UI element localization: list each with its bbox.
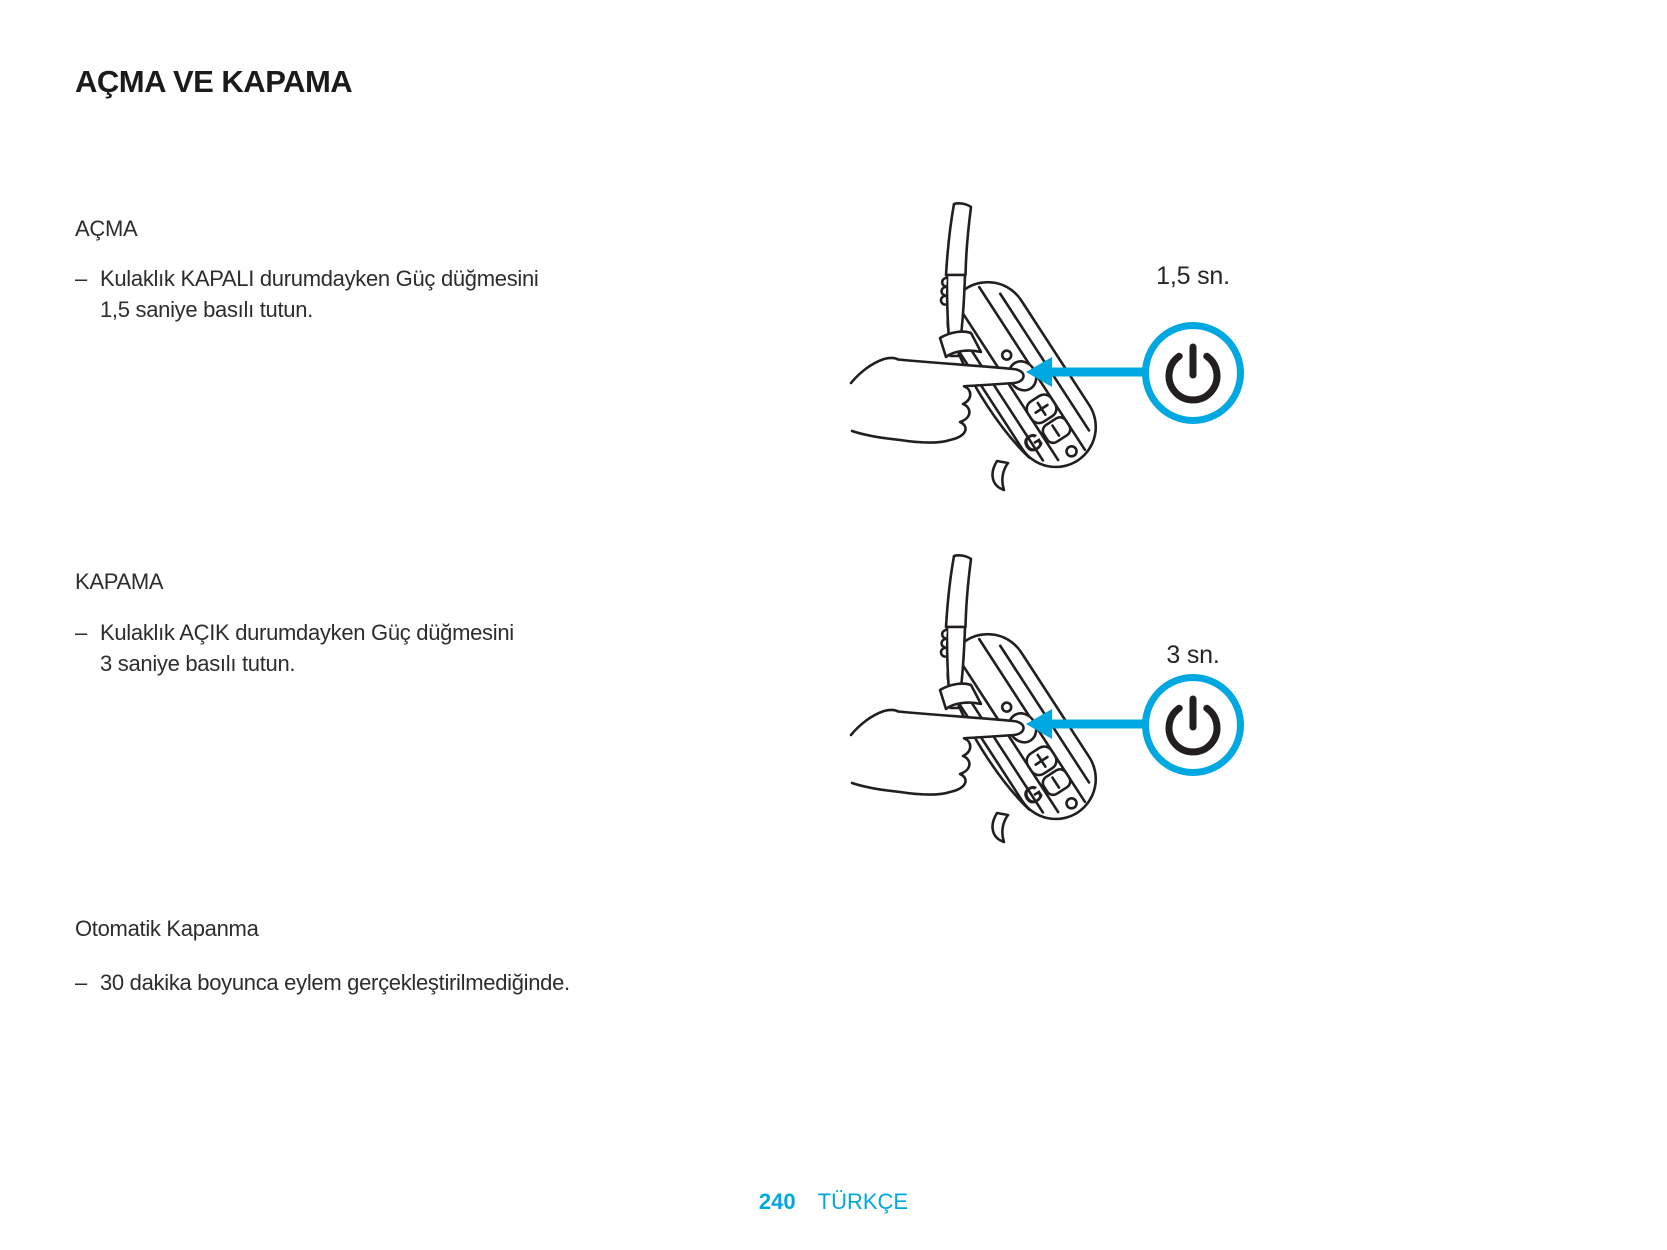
headset-hand-illustration — [800, 552, 1260, 852]
headset-hand-illustration — [800, 200, 1260, 500]
bullet-dash: – — [75, 620, 87, 645]
bullet-line: 1,5 saniye basılı tutun. — [100, 297, 313, 322]
bullet-dash: – — [75, 970, 87, 995]
bullet-line: 3 saniye basılı tutun. — [100, 651, 296, 676]
bullet-kapama — [75, 617, 514, 679]
section-heading-otomatik-kapanma: Otomatik Kapanma — [75, 916, 259, 941]
page-title: AÇMA VE KAPAMA — [75, 64, 353, 99]
bullet-line: Kulaklık KAPALI durumdayken Güç düğmesini — [100, 266, 539, 291]
bullet-text — [100, 617, 514, 679]
page-number: 240 — [758, 1189, 796, 1214]
illustration-power-on — [800, 200, 1260, 500]
bullet-dash: – — [75, 266, 87, 291]
section-heading-acma: AÇMA — [75, 216, 138, 241]
bullet-line: Kulaklık AÇIK durumdayken Güç düğmesini — [100, 620, 514, 645]
language-label: TÜRKÇE — [817, 1189, 909, 1214]
duration-label: 3 sn. — [1166, 641, 1220, 669]
bullet-acma — [75, 263, 539, 325]
page-footer — [0, 1189, 1667, 1215]
illustration-power-off — [800, 552, 1260, 852]
section-heading-kapama: KAPAMA — [75, 569, 164, 594]
duration-label: 1,5 sn. — [1156, 262, 1230, 290]
bullet-otomatik — [75, 967, 570, 998]
bullet-line: 30 dakika boyunca eylem gerçekleştirilmediğinde. — [100, 970, 570, 995]
bullet-text — [100, 967, 570, 998]
bullet-text — [100, 263, 539, 325]
